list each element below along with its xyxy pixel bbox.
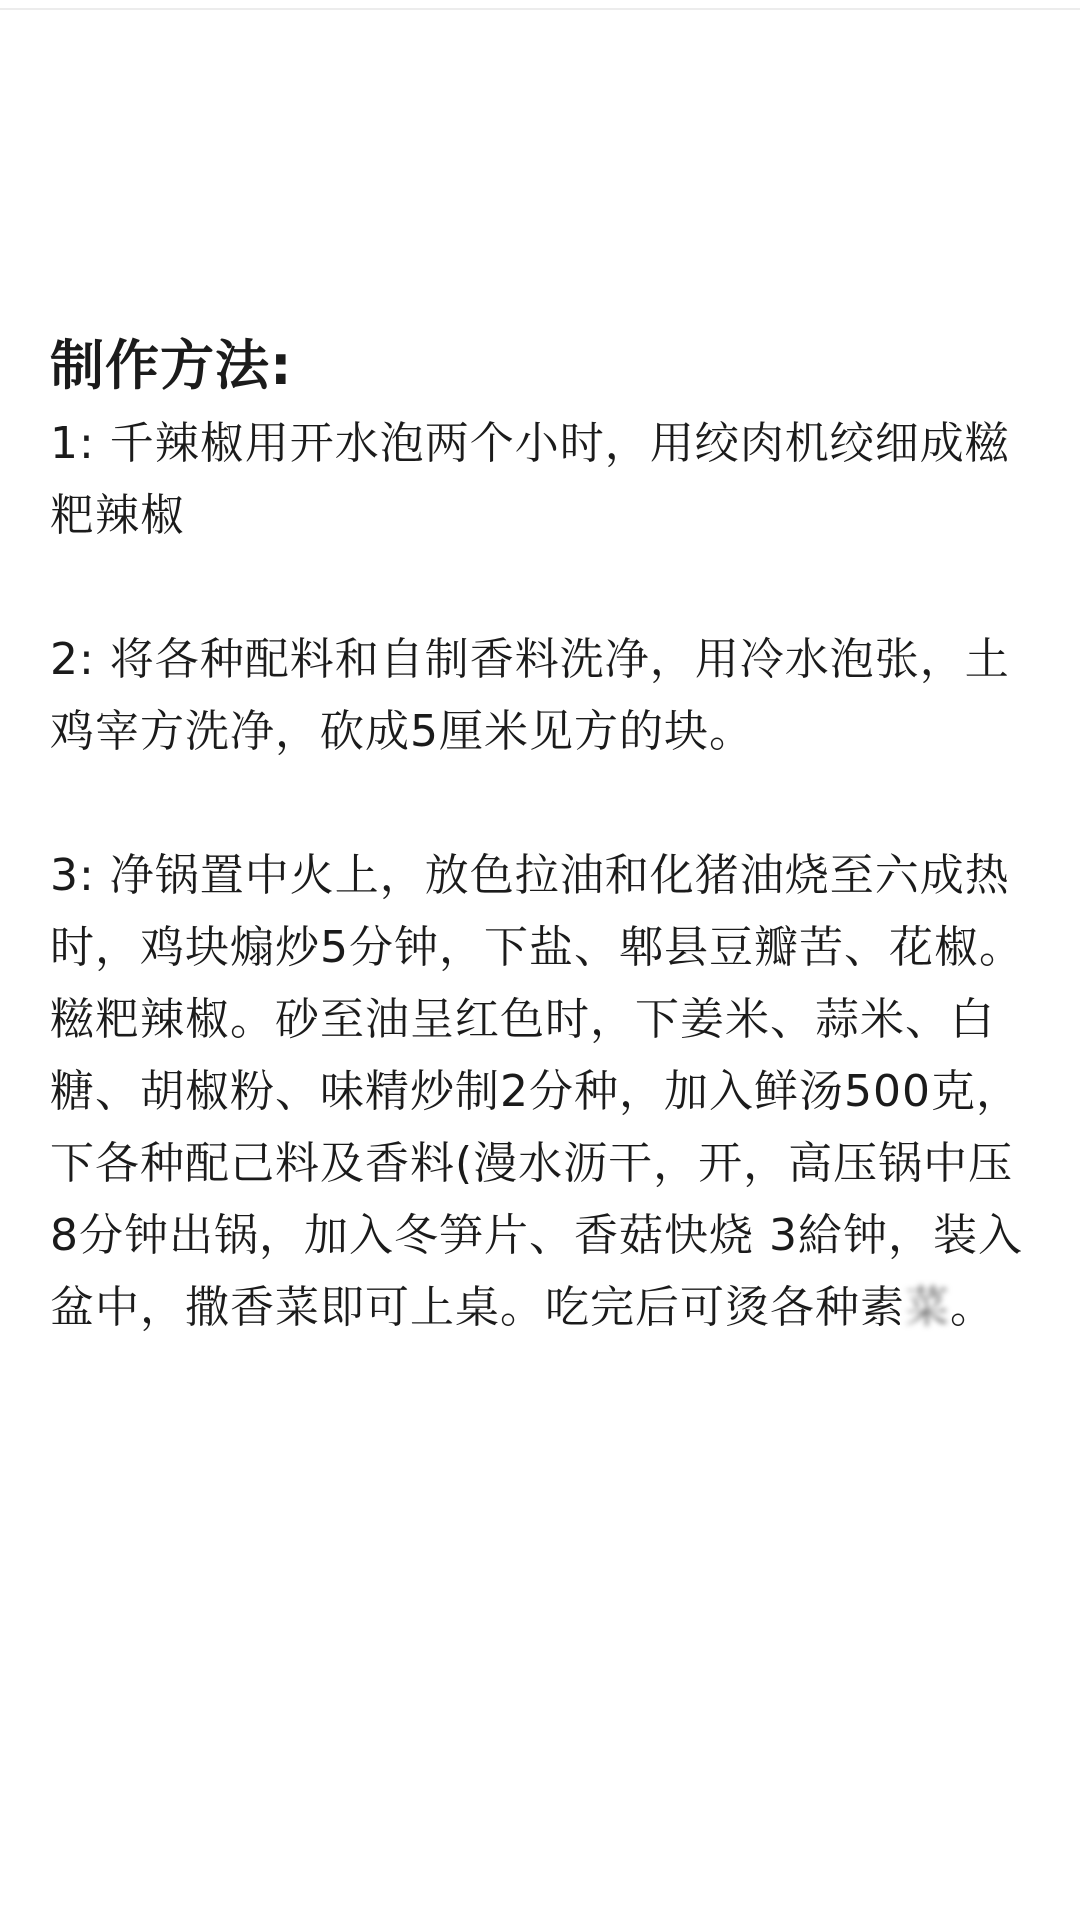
step-3-text: 3: 净锅置中火上，放色拉油和化猪油烧至六成热时，鸡块煽炒5分钟，下盐、郫县豆瓣苦、花椒。糍粑辣椒。砂至油呈红色时，下姜米、蒜米、白糖、胡椒粉、味精炒制2分种，加入鲜汤500克，下各种配己料及香料(漫水沥干，开，高压锅中压8分钟出锅，加入冬笋片、香菇快烧 3給钟，装入盆中，撒香菜即可上桌。吃完后可烫各种素 — [50, 850, 1024, 1333]
paragraph-gap — [50, 552, 1030, 624]
step-1: 1: 千辣椒用开水泡两个小时，用绞肉机绞细成糍粑辣椒 — [50, 418, 1010, 541]
section-heading: 制作方法: — [50, 334, 293, 397]
step-3 — [50, 840, 1030, 1344]
step-2: 2: 将各种配料和自制香料洗净，用冷水泡张，土鸡宰方洗净，砍成5厘米见方的块。 — [50, 634, 1010, 757]
step-3-end: 。 — [950, 1282, 995, 1333]
recipe-method-section — [50, 330, 1030, 1344]
paragraph-gap — [50, 768, 1030, 840]
blurred-text: 菜 — [905, 1282, 950, 1333]
top-divider — [0, 8, 1080, 10]
